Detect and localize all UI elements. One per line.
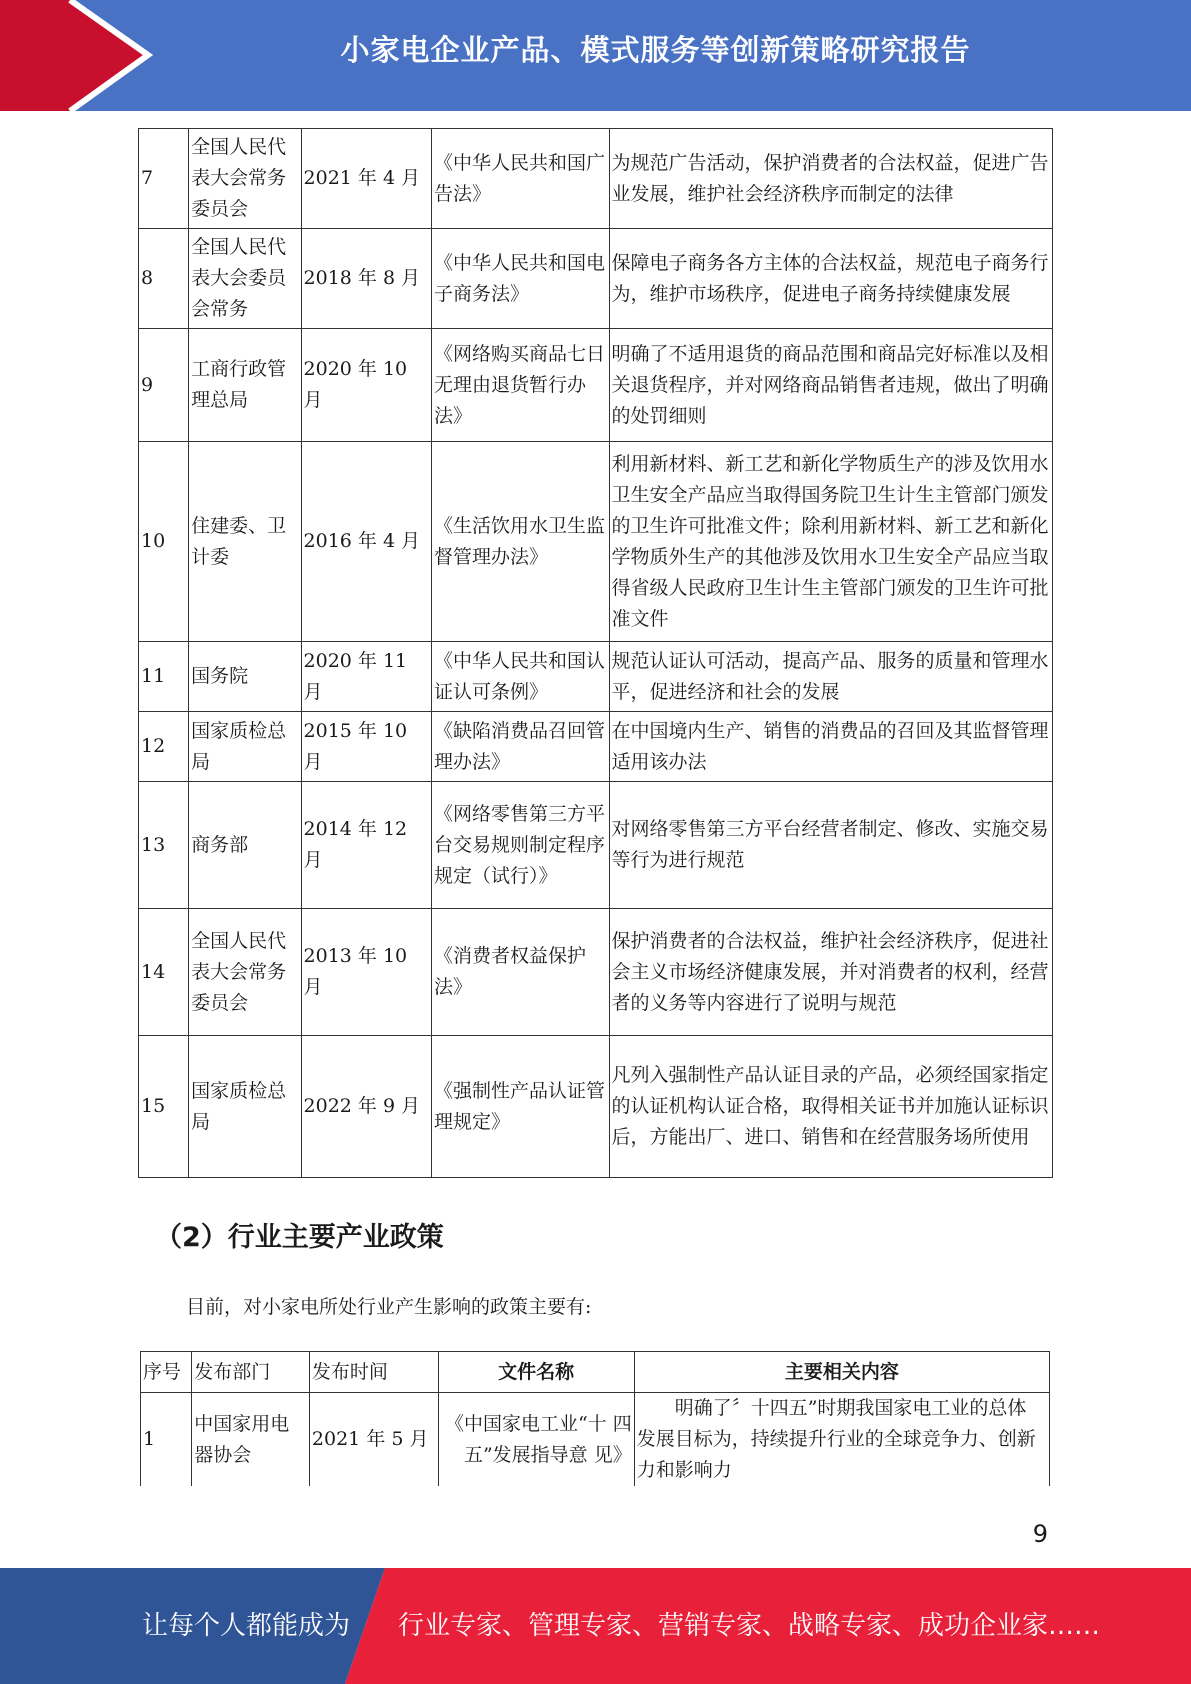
table-row xyxy=(139,712,1053,782)
publish-date: 2018 年 8 月 xyxy=(301,229,431,329)
publishing-department: 国家质检总局 xyxy=(189,1036,301,1178)
table-header-row xyxy=(141,1352,1050,1393)
row-number: 9 xyxy=(139,329,189,442)
header-title: 小家电企业产品、模式服务等创新策略研究报告 xyxy=(340,33,971,67)
document-name: 《网络购买商品七日无理由退货暂行办法》 xyxy=(431,329,609,442)
main-content: 在中国境内生产、销售的消费品的召回及其监督管理适用该办法 xyxy=(609,712,1052,782)
column-header-content: 主要相关内容 xyxy=(634,1352,1049,1393)
row-number: 11 xyxy=(139,642,189,712)
publishing-department: 工商行政管理总局 xyxy=(189,329,301,442)
main-content: 明确了〞十四五”时期我国家电工业的总体 发展目标为，持续提升行业的全球竞争力、创新力和影响力 xyxy=(634,1393,1049,1487)
publishing-department: 商务部 xyxy=(189,782,301,909)
row-number: 12 xyxy=(139,712,189,782)
publishing-department: 全国人民代表大会委员会常务 xyxy=(189,229,301,329)
document-name: 《中华人民共和国电子商务法》 xyxy=(431,229,609,329)
main-content: 为规范广告活动，保护消费者的合法权益，促进广告业发展，维护社会经济秩序而制定的法律 xyxy=(609,129,1052,229)
publishing-department: 全国人民代表大会常务委员会 xyxy=(189,909,301,1036)
document-name: 《中国家电工业“十 四五”发展指导意 见》 xyxy=(438,1393,634,1487)
publish-date: 2021 年 4 月 xyxy=(301,129,431,229)
row-number: 8 xyxy=(139,229,189,329)
table-row xyxy=(139,909,1053,1036)
document-name: 《缺陷消费品召回管理办法》 xyxy=(431,712,609,782)
main-content: 凡列入强制性产品认证目录的产品，必须经国家指定的认证机构认证合格，取得相关证书并加施认证标识后，方能出厂、进口、销售和在经营服务场所使用 xyxy=(609,1036,1052,1178)
document-name: 《中华人民共和国广告法》 xyxy=(431,129,609,229)
document-name: 《中华人民共和国认证认可条例》 xyxy=(431,642,609,712)
publish-date: 2020 年 10 月 xyxy=(301,329,431,442)
document-name: 《强制性产品认证管理规定》 xyxy=(431,1036,609,1178)
table-row xyxy=(141,1393,1050,1487)
document-name: 《网络零售第三方平台交易规则制定程序规定（试行）》 xyxy=(431,782,609,909)
publish-date: 2013 年 10 月 xyxy=(301,909,431,1036)
publishing-department: 住建委、卫计委 xyxy=(189,442,301,642)
table-row xyxy=(139,229,1053,329)
publish-date: 2016 年 4 月 xyxy=(301,442,431,642)
page-header xyxy=(0,0,1191,111)
footer-slogan-left: 让每个人都能成为 xyxy=(142,1611,351,1641)
section-intro: 目前，对小家电所处行业产生影响的政策主要有: xyxy=(186,1296,592,1318)
row-number: 13 xyxy=(139,782,189,909)
publish-date: 2021 年 5 月 xyxy=(309,1393,438,1487)
column-header-date: 发布时间 xyxy=(309,1352,438,1393)
publish-date: 2022 年 9 月 xyxy=(301,1036,431,1178)
publishing-department: 国家质检总局 xyxy=(189,712,301,782)
main-content: 规范认证认可活动，提高产品、服务的质量和管理水平，促进经济和社会的发展 xyxy=(609,642,1052,712)
publishing-department: 中国家用电器协会 xyxy=(192,1393,310,1487)
publishing-department: 国务院 xyxy=(189,642,301,712)
table-row xyxy=(139,442,1053,642)
publish-date: 2020 年 11 月 xyxy=(301,642,431,712)
document-name: 《消费者权益保护法》 xyxy=(431,909,609,1036)
page-number: 9 xyxy=(1032,1520,1048,1548)
page-footer xyxy=(0,1568,1191,1684)
row-number: 15 xyxy=(139,1036,189,1178)
row-number: 10 xyxy=(139,442,189,642)
table-row xyxy=(139,129,1053,229)
column-header-no: 序号 xyxy=(141,1352,192,1393)
table-row xyxy=(139,642,1053,712)
regulations-table-continued xyxy=(138,128,1053,1178)
main-content: 保护消费者的合法权益，维护社会经济秩序，促进社会主义市场经济健康发展，并对消费者的权利，经营者的义务等内容进行了说明与规范 xyxy=(609,909,1052,1036)
column-header-dept: 发布部门 xyxy=(192,1352,310,1393)
document-name: 《生活饮用水卫生监督管理办法》 xyxy=(431,442,609,642)
table-row xyxy=(139,1036,1053,1178)
table-row xyxy=(139,782,1053,909)
main-content: 利用新材料、新工艺和新化学物质生产的涉及饮用水卫生安全产品应当取得国务院卫生计生主管部门颁发的卫生许可批准文件；除利用新材料、新工艺和新化学物质外生产的其他涉及饮用水卫生安全产品应当取得省级人民政府卫生计生主管部门颁发的卫生许可批准文件 xyxy=(609,442,1052,642)
column-header-name: 文件名称 xyxy=(438,1352,634,1393)
publish-date: 2014 年 12 月 xyxy=(301,782,431,909)
publishing-department: 全国人民代表大会常务委员会 xyxy=(189,129,301,229)
section-heading: （2）行业主要产业政策 xyxy=(155,1222,444,1253)
main-content: 明确了不适用退货的商品范围和商品完好标准以及相关退货程序，并对网络商品销售者违规，做出了明确的处罚细则 xyxy=(609,329,1052,442)
main-content: 对网络零售第三方平台经营者制定、修改、实施交易等行为进行规范 xyxy=(609,782,1052,909)
row-number: 1 xyxy=(141,1393,192,1487)
table-row xyxy=(139,329,1053,442)
publish-date: 2015 年 10 月 xyxy=(301,712,431,782)
industry-policy-table xyxy=(140,1351,1050,1486)
row-number: 7 xyxy=(139,129,189,229)
row-number: 14 xyxy=(139,909,189,1036)
main-content: 保障电子商务各方主体的合法权益，规范电子商务行为，维护市场秩序，促进电子商务持续健康发展 xyxy=(609,229,1052,329)
footer-slogan-right: 行业专家、管理专家、营销专家、战略专家、成功企业家…… xyxy=(398,1611,1101,1641)
